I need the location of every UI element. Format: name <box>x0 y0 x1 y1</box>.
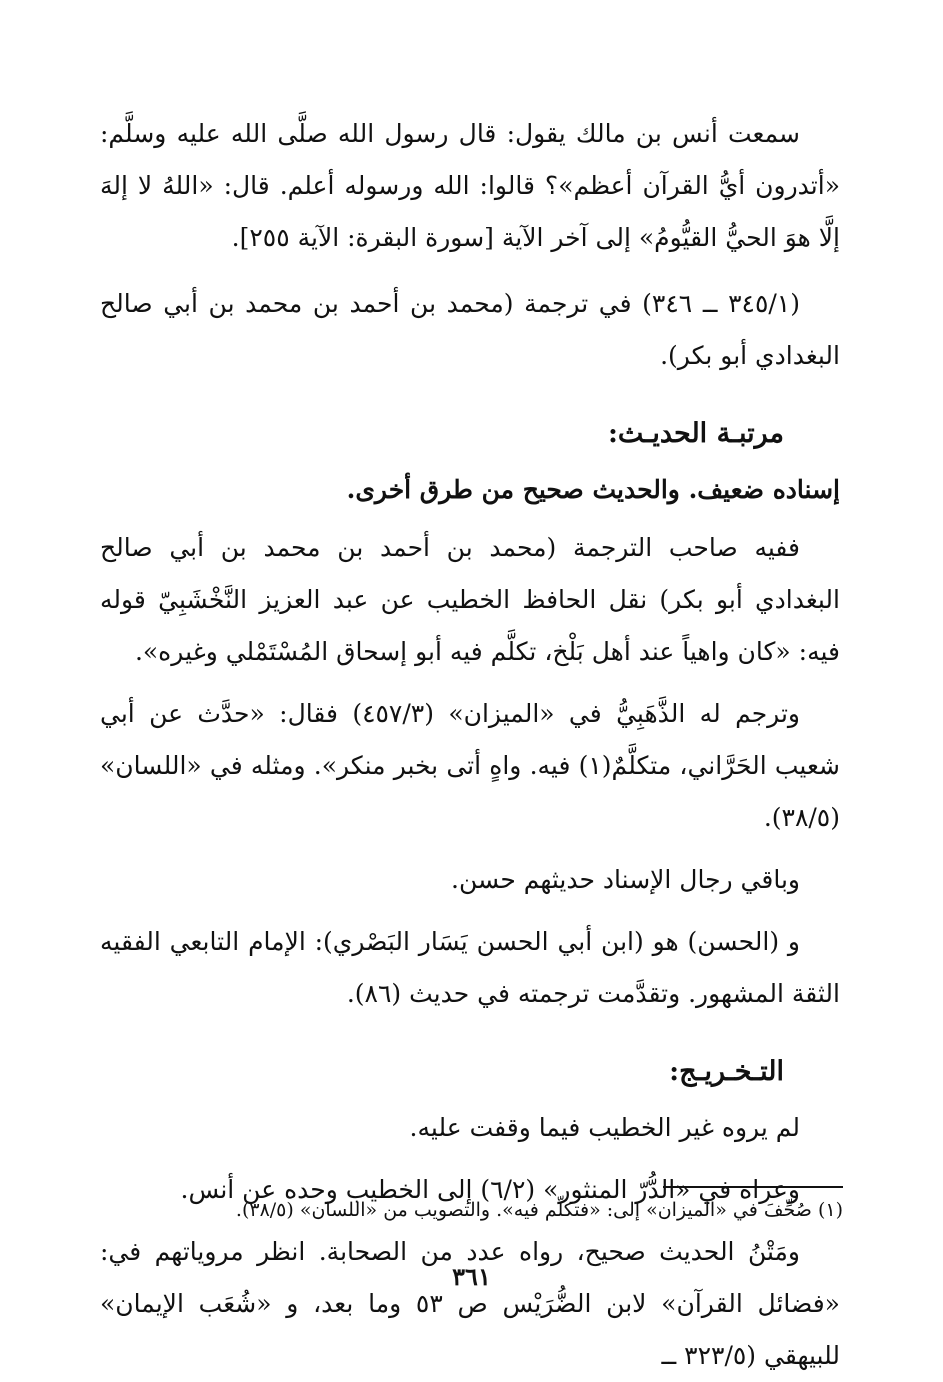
takhrij-paragraph-2: وعزاه في «الدُّرّ المنثور» (٦/٢) إلى الخطيب وحده عن أنس. <box>180 1175 800 1204</box>
footnote-divider <box>663 1186 843 1188</box>
rank-summary: إسناده ضعيف. والحديث صحيح من طرق أخرى. <box>346 475 840 504</box>
dhahabi-paragraph: وترجم له الذَّهَبِيُّ في «الميزان» (٤٥٧/٣) فقال: «حدَّث عن أبي شعيب الحَرَّاني، متكلَّمٌ(١) فيه. واهٍ أتى بخبر منكر». ومثله في «اللسان» (٣٨/٥). <box>100 699 840 832</box>
section-heading-rank: مرتبـة الحديـث: <box>607 418 784 449</box>
takhrij-paragraph-1: لم يروه غير الخطيب فيما وقفت عليه. <box>409 1113 800 1142</box>
narrator-paragraph: ففيه صاحب الترجمة (محمد بن أحمد بن محمد بن أبي صالح البغدادي أبو بكر) نقل الحافظ الخطيب عن عبد العزيز النَّخْشَبِيّ قوله فيه: «كان واهياً عند أهل بَلْخ، تكلَّم فيه أبو إسحاق المُسْتَمْلي وغيره». <box>100 533 840 666</box>
page-number: ٣٦١ <box>452 1262 491 1291</box>
source-reference-paragraph: (٣٤٥/١ ــ ٣٤٦) في ترجمة (محمد بن أحمد بن محمد بن أبي صالح البغدادي أبو بكر). <box>100 289 840 370</box>
footnote: (١) صُحِّفَ في «الميزان» إلى: «فتكلّم فيه». والتصويب من «اللسان» (٣٨/٥). <box>235 1199 843 1221</box>
hadith-text-paragraph: سمعت أنس بن مالك يقول: قال رسول الله صلَّى الله عليه وسلَّم: «أتدرون أيُّ القرآن أعظم»؟ قالوا: الله ورسوله أعلم. قال: «اللهُ لا إلهَ إلَّا هوَ الحيُّ القيُّومُ» إلى آخر الآية [سورة البقرة: الآية ٢٥٥]. <box>100 119 840 252</box>
hasan-paragraph: و (الحسن) هو (ابن أبي الحسن يَسَار البَصْري): الإمام التابعي الفقيه الثقة المشهور. وتقدَّمت ترجمته في حديث (٨٦). <box>100 927 840 1008</box>
remaining-narrators-paragraph: وباقي رجال الإسناد حديثهم حسن. <box>451 865 800 894</box>
takhrij-paragraph-3: ومَتْنُ الحديث صحيح، رواه عدد من الصحابة. انظر مروياتهم في: «فضائل القرآن» لابن الضُّرَيْس ص ٥٣ وما بعد، و «شُعَب الإيمان» للبيهقي (٣٢٣/٥ ــ <box>100 1237 840 1370</box>
section-heading-takhrij: التـخـريـج: <box>669 1056 784 1087</box>
page-body <box>100 108 840 1370</box>
